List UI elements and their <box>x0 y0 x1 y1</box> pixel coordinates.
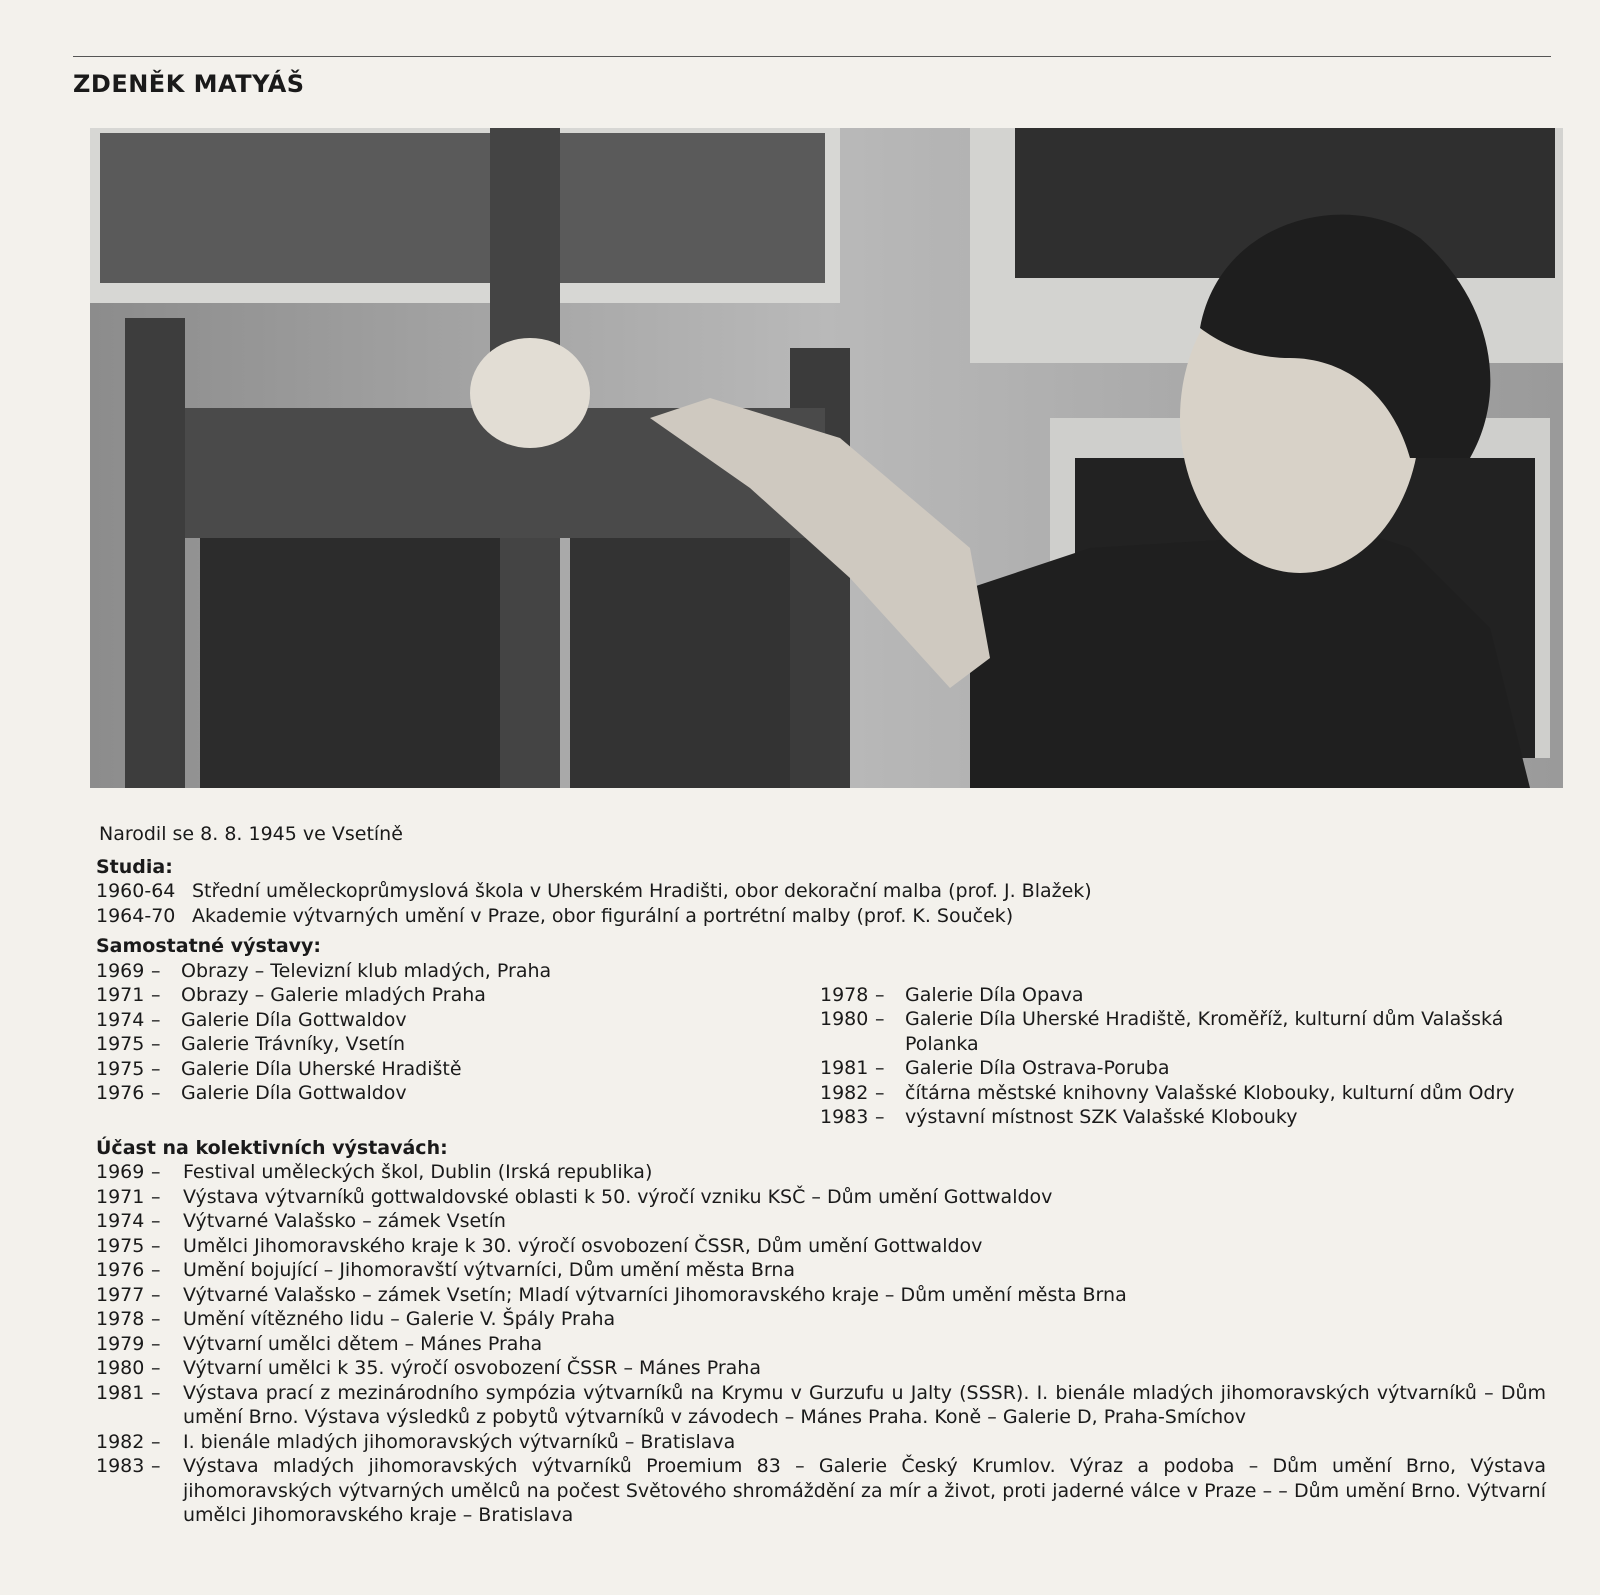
collective-exhibitions <box>96 1160 1546 1528</box>
dash: – <box>151 1430 161 1453</box>
collective-text: Umění bojující – Jihomoravští výtvarníci, Dům umění města Brna <box>183 1259 796 1281</box>
collective-year: 1969 <box>96 1161 145 1183</box>
solo-text: Galerie Díla Uherské Hradiště <box>181 1057 462 1080</box>
collective-row <box>96 1356 1546 1381</box>
study-text: Akademie výtvarných umění v Praze, obor figurální a portrétní malby (prof. K. Souček) <box>192 904 1014 927</box>
solo-year: 1980 <box>820 1008 869 1030</box>
dash: – <box>151 1161 161 1183</box>
collective-year: 1976 <box>96 1259 145 1281</box>
collective-year: 1981 <box>96 1381 145 1404</box>
solo-row <box>96 959 820 984</box>
solo-text: výstavní místnost SZK Valašské Klobouky <box>905 1106 1298 1128</box>
collective-year: 1975 <box>96 1234 145 1257</box>
solo-year: 1978 <box>820 983 869 1006</box>
studies-heading: Studia: <box>96 855 173 878</box>
collective-exhibitions-heading: Účast na kolektivních výstavách: <box>96 1136 448 1159</box>
studies-list <box>96 879 1546 928</box>
dash: – <box>151 1283 161 1306</box>
solo-text: Galerie Díla Uherské Hradiště, Kroměříž, kulturní dům Valašská Polanka <box>905 1008 1504 1055</box>
dash: – <box>875 1081 885 1104</box>
solo-text: Obrazy – Televizní klub mladých, Praha <box>181 959 552 982</box>
collective-year: 1980 <box>96 1357 145 1379</box>
collective-year: 1982 <box>96 1430 145 1453</box>
dash: – <box>875 1106 885 1128</box>
collective-year: 1974 <box>96 1210 145 1232</box>
collective-row <box>96 1454 1546 1528</box>
collective-year: 1978 <box>96 1308 145 1330</box>
solo-exhibitions <box>96 959 1546 1130</box>
collective-text: Umělci Jihomoravského kraje k 30. výročí osvobození ČSSR, Dům umění Gottwaldov <box>183 1234 983 1257</box>
solo-row <box>96 983 820 1008</box>
dash: – <box>151 1057 161 1080</box>
solo-left-column <box>96 959 820 1130</box>
collective-row <box>96 1209 1546 1234</box>
solo-text: Obrazy – Galerie mladých Praha <box>181 984 486 1006</box>
top-rule <box>73 56 1551 57</box>
dash: – <box>151 1357 161 1379</box>
page-title: ZDENĚK MATYÁŠ <box>73 70 305 98</box>
solo-year: 1971 <box>96 984 145 1006</box>
study-years: 1964-70 <box>96 904 176 927</box>
collective-text: I. bienále mladých jihomoravských výtvarníků – Bratislava <box>183 1430 736 1453</box>
dash: – <box>151 1082 161 1104</box>
collective-text: Výstava prací z mezinárodního sympózia výtvarníků na Krymu v Gurzufu u Jalty (SSSR). I. bienále mladých jihomoravských výtvarníků – Dům umění Brno. Výstava výsledků z pobytů výtvarníků v závodech – Mánes Praha. Koně – Galerie D, Praha-Smíchov <box>183 1381 1546 1428</box>
solo-row <box>96 1057 820 1082</box>
dash: – <box>151 1381 161 1404</box>
collective-year: 1983 <box>96 1455 145 1477</box>
collective-row <box>96 1381 1546 1430</box>
dash: – <box>875 1008 885 1030</box>
solo-row <box>820 1081 1546 1106</box>
collective-text: Umění vítězného lidu – Galerie V. Špály Praha <box>183 1308 616 1330</box>
solo-text: Galerie Trávníky, Vsetín <box>181 1033 405 1055</box>
collective-text: Výtvarné Valašsko – zámek Vsetín; Mladí výtvarníci Jihomoravského kraje – Dům umění města Brna <box>183 1283 1127 1306</box>
artist-painting-photo-icon <box>90 128 1563 788</box>
birth-info: Narodil se 8. 8. 1945 ve Vsetíně <box>99 823 403 845</box>
collective-year: 1979 <box>96 1332 145 1355</box>
solo-row <box>96 1008 820 1033</box>
dash: – <box>151 959 161 982</box>
collective-text: Výstava mladých jihomoravských výtvarníků Proemium 83 – Galerie Český Krumlov. Výraz a podoba – Dům umění Brno, Výstava jihomoravských výtvarných umělců na počest Světového shromáždění za mír a život, proti jaderné válce v Praze – – Dům umění Brno. Výtvarní umělci Jihomoravského kraje – Bratislava <box>183 1455 1546 1526</box>
solo-row <box>820 1056 1546 1081</box>
solo-year: 1975 <box>96 1057 145 1080</box>
solo-row <box>820 1007 1546 1056</box>
solo-row <box>820 1105 1546 1130</box>
dash: – <box>151 1332 161 1355</box>
solo-right-column <box>820 959 1546 1130</box>
dash: – <box>151 1008 161 1031</box>
collective-year: 1977 <box>96 1283 145 1306</box>
dash: – <box>151 1234 161 1257</box>
collective-text: Výstava výtvarníků gottwaldovské oblasti k 50. výročí vzniku KSČ – Dům umění Gottwaldov <box>183 1185 1053 1208</box>
dash: – <box>151 1308 161 1330</box>
solo-year: 1983 <box>820 1106 869 1128</box>
solo-year: 1969 <box>96 959 145 982</box>
solo-text: Galerie Díla Gottwaldov <box>181 1082 407 1104</box>
study-row <box>96 904 1546 929</box>
solo-year: 1982 <box>820 1081 869 1104</box>
collective-row <box>96 1283 1546 1308</box>
solo-year: 1974 <box>96 1008 145 1031</box>
solo-row <box>96 1032 820 1057</box>
collective-row <box>96 1160 1546 1185</box>
collective-text: Výtvarné Valašsko – zámek Vsetín <box>183 1210 506 1232</box>
dash: – <box>151 1455 161 1477</box>
collective-row <box>96 1185 1546 1210</box>
collective-row <box>96 1307 1546 1332</box>
solo-year: 1981 <box>820 1057 869 1079</box>
study-text: Střední uměleckoprůmyslová škola v Uherském Hradišti, obor dekorační malba (prof. J. Blažek) <box>192 880 1092 902</box>
collective-year: 1971 <box>96 1185 145 1208</box>
solo-exhibitions-heading: Samostatné výstavy: <box>96 935 322 957</box>
collective-row <box>96 1430 1546 1455</box>
dash: – <box>151 1185 161 1208</box>
dash: – <box>151 984 161 1006</box>
collective-text: Výtvarní umělci dětem – Mánes Praha <box>183 1332 543 1355</box>
solo-text: Galerie Díla Ostrava-Poruba <box>905 1057 1170 1079</box>
study-row <box>96 879 1546 904</box>
solo-text: čítárna městské knihovny Valašské Klobouky, kulturní dům Odry <box>905 1081 1515 1104</box>
dash: – <box>875 983 885 1006</box>
solo-year: 1975 <box>96 1033 145 1055</box>
collective-row <box>96 1332 1546 1357</box>
solo-row <box>820 983 1546 1008</box>
dash: – <box>151 1210 161 1232</box>
dash: – <box>875 1057 885 1079</box>
collective-text: Festival uměleckých škol, Dublin (Irská republika) <box>183 1161 653 1183</box>
biography <box>96 822 1546 1528</box>
solo-text: Galerie Díla Gottwaldov <box>181 1008 407 1031</box>
solo-text: Galerie Díla Opava <box>905 983 1084 1006</box>
collective-row <box>96 1234 1546 1259</box>
solo-year: 1976 <box>96 1082 145 1104</box>
solo-row <box>96 1081 820 1106</box>
dash: – <box>151 1259 161 1281</box>
study-years: 1960-64 <box>96 880 176 902</box>
collective-row <box>96 1258 1546 1283</box>
dash: – <box>151 1033 161 1055</box>
collective-text: Výtvarní umělci k 35. výročí osvobození ČSSR – Mánes Praha <box>183 1357 761 1379</box>
